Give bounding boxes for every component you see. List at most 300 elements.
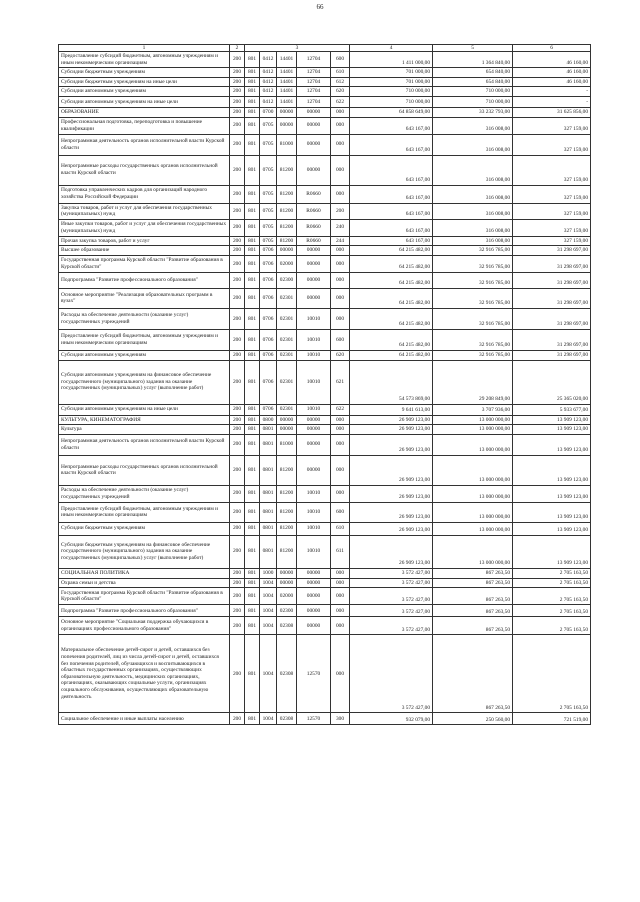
code-cell: 801 bbox=[245, 246, 260, 256]
amount-col5-cell: 867 263,50 bbox=[433, 588, 513, 605]
amount-total-cell: 26 909 123,00 bbox=[350, 455, 433, 485]
table-row bbox=[59, 455, 591, 485]
amount-col5-cell: 316 008,00 bbox=[433, 236, 513, 246]
expense-code-cell: 12704 bbox=[297, 68, 331, 78]
column-number-cell: 3 bbox=[245, 45, 350, 52]
amount-col5-cell: 13 000 000,00 bbox=[433, 434, 513, 455]
amount-col6-cell: 13 909 123,00 bbox=[513, 434, 591, 455]
type-code-cell: 600 bbox=[331, 502, 350, 522]
program-code-cell: 02301 bbox=[277, 350, 297, 360]
amount-col5-cell: 316 008,00 bbox=[433, 219, 513, 236]
section-code-cell: 0705 bbox=[260, 155, 277, 185]
amount-col6-cell: 13 909 123,00 bbox=[513, 415, 591, 425]
amount-total-cell: 64 215 482,00 bbox=[350, 350, 433, 360]
amount-col6-cell: 327 159,00 bbox=[513, 236, 591, 246]
program-code-cell: 81200 bbox=[277, 485, 297, 502]
code-cell: 801 bbox=[245, 87, 260, 97]
code-cell: 801 bbox=[245, 288, 260, 308]
type-code-cell: 610 bbox=[331, 68, 350, 78]
program-code-cell: 81200 bbox=[277, 522, 297, 535]
amount-col5-cell: 13 000 000,00 bbox=[433, 535, 513, 568]
row-description: Субсидии автономным учреждениям на финансовое обеспечение государственного (муниципального) задания на оказание государственных (муниципальных) услуг (выполнение работ) bbox=[59, 360, 230, 404]
table-row bbox=[59, 535, 591, 568]
program-code-cell: 81200 bbox=[277, 219, 297, 236]
section-code-cell: 0800 bbox=[260, 415, 277, 425]
expense-code-cell: 12704 bbox=[297, 96, 331, 107]
program-code-cell: 81200 bbox=[277, 535, 297, 568]
amount-col5-cell: 250 560,00 bbox=[433, 713, 513, 725]
amount-col5-cell: 32 916 785,00 bbox=[433, 246, 513, 256]
amount-col5-cell: 13 000 000,00 bbox=[433, 502, 513, 522]
code-cell: 200 bbox=[230, 185, 245, 203]
row-description: Предоставление субсидий бюджетным, автономным учреждениям и иным некоммерческим организациям bbox=[59, 329, 230, 350]
type-code-cell: 000 bbox=[331, 434, 350, 455]
row-description: Субсидии автономным учреждениям bbox=[59, 87, 230, 97]
row-description: Субсидии автономным учреждениям на иные цели bbox=[59, 404, 230, 415]
amount-total-cell: 26 909 123,00 bbox=[350, 502, 433, 522]
program-code-cell: 02300 bbox=[277, 272, 297, 288]
type-code-cell: 000 bbox=[331, 288, 350, 308]
row-description: КУЛЬТУРА, КИНЕМАТОГРАФИЯ bbox=[59, 415, 230, 425]
amount-total-cell: 710 000,00 bbox=[350, 87, 433, 97]
amount-col5-cell: 316 008,00 bbox=[433, 185, 513, 203]
row-description: Непрограммные расходы государственных органов исполнительной власти Курской области bbox=[59, 455, 230, 485]
type-code-cell: 300 bbox=[331, 713, 350, 725]
column-number-cell: 4 bbox=[350, 45, 433, 52]
row-description: СОЦИАЛЬНАЯ ПОЛИТИКА bbox=[59, 568, 230, 578]
type-code-cell: 000 bbox=[331, 455, 350, 485]
amount-col6-cell: 46 160,00 bbox=[513, 68, 591, 78]
amount-total-cell: 26 909 123,00 bbox=[350, 425, 433, 435]
amount-col5-cell: 13 000 000,00 bbox=[433, 415, 513, 425]
amount-col6-cell: 327 159,00 bbox=[513, 155, 591, 185]
amount-col5-cell: 13 000 000,00 bbox=[433, 455, 513, 485]
row-description: Иные закупки товаров, работ и услуг для обеспечения государственных (муниципальных) нужд bbox=[59, 219, 230, 236]
code-cell: 200 bbox=[230, 455, 245, 485]
code-cell: 200 bbox=[230, 68, 245, 78]
section-code-cell: 1004 bbox=[260, 605, 277, 617]
type-code-cell: 000 bbox=[331, 588, 350, 605]
amount-total-cell: 710 000,00 bbox=[350, 96, 433, 107]
amount-total-cell: 1 411 000,00 bbox=[350, 52, 433, 68]
section-code-cell: 0801 bbox=[260, 434, 277, 455]
amount-col6-cell: 2 705 163,50 bbox=[513, 617, 591, 635]
type-code-cell: 621 bbox=[331, 360, 350, 404]
row-description: Высшее образование bbox=[59, 246, 230, 256]
table-row bbox=[59, 578, 591, 588]
program-code-cell: 00000 bbox=[277, 415, 297, 425]
table-row bbox=[59, 236, 591, 246]
program-code-cell: 02301 bbox=[277, 360, 297, 404]
code-cell: 801 bbox=[245, 134, 260, 155]
amount-col5-cell: 316 008,00 bbox=[433, 134, 513, 155]
code-cell: 200 bbox=[230, 107, 245, 117]
amount-total-cell: 64 215 482,00 bbox=[350, 329, 433, 350]
section-code-cell: 0706 bbox=[260, 255, 277, 272]
amount-col5-cell: 29 208 849,00 bbox=[433, 360, 513, 404]
section-code-cell: 0705 bbox=[260, 134, 277, 155]
expense-code-cell: 00000 bbox=[297, 134, 331, 155]
code-cell: 200 bbox=[230, 713, 245, 725]
row-description: Непрограммные расходы государственных органов исполнительной власти Курской области bbox=[59, 155, 230, 185]
program-code-cell: 00000 bbox=[277, 117, 297, 134]
amount-total-cell: 26 909 123,00 bbox=[350, 522, 433, 535]
amount-col6-cell: 31 298 697,00 bbox=[513, 288, 591, 308]
type-code-cell: 000 bbox=[331, 155, 350, 185]
program-code-cell: 14401 bbox=[277, 77, 297, 87]
budget-table bbox=[58, 44, 591, 725]
expense-code-cell: 00000 bbox=[297, 605, 331, 617]
program-code-cell: 14401 bbox=[277, 96, 297, 107]
amount-total-cell: 26 909 123,00 bbox=[350, 485, 433, 502]
expense-code-cell: 12704 bbox=[297, 77, 331, 87]
section-code-cell: 0706 bbox=[260, 404, 277, 415]
amount-col5-cell: 3 707 936,00 bbox=[433, 404, 513, 415]
expense-code-cell: 00000 bbox=[297, 255, 331, 272]
expense-code-cell: R0660 bbox=[297, 185, 331, 203]
column-number-cell: 2 bbox=[230, 45, 245, 52]
row-description: Субсидии бюджетным учреждениям bbox=[59, 68, 230, 78]
section-code-cell: 0801 bbox=[260, 425, 277, 435]
amount-total-cell: 932 079,00 bbox=[350, 713, 433, 725]
row-description: Субсидии автономным учреждениям на иные цели bbox=[59, 96, 230, 107]
amount-col6-cell: 31 625 856,00 bbox=[513, 107, 591, 117]
column-number-cell: 6 bbox=[513, 45, 591, 52]
amount-col6-cell: 2 705 163,50 bbox=[513, 568, 591, 578]
section-code-cell: 0706 bbox=[260, 246, 277, 256]
type-code-cell: 000 bbox=[331, 255, 350, 272]
code-cell: 801 bbox=[245, 568, 260, 578]
program-code-cell: 81200 bbox=[277, 185, 297, 203]
type-code-cell: 600 bbox=[331, 329, 350, 350]
amount-col6-cell: 31 298 697,00 bbox=[513, 350, 591, 360]
amount-total-cell: 64 858 649,00 bbox=[350, 107, 433, 117]
amount-col5-cell: 32 916 785,00 bbox=[433, 329, 513, 350]
row-description: Субсидии бюджетным учреждениям bbox=[59, 522, 230, 535]
code-cell: 801 bbox=[245, 107, 260, 117]
expense-code-cell: 00000 bbox=[297, 425, 331, 435]
amount-total-cell: 9 641 613,00 bbox=[350, 404, 433, 415]
section-code-cell: 1000 bbox=[260, 568, 277, 578]
type-code-cell: 000 bbox=[331, 617, 350, 635]
table-row bbox=[59, 308, 591, 329]
table-row bbox=[59, 568, 591, 578]
amount-col6-cell: 13 909 123,00 bbox=[513, 425, 591, 435]
section-code-cell: 0705 bbox=[260, 117, 277, 134]
table-row bbox=[59, 134, 591, 155]
table-row bbox=[59, 52, 591, 68]
section-code-cell: 0706 bbox=[260, 329, 277, 350]
amount-col6-cell: - bbox=[513, 87, 591, 97]
expense-code-cell: 10010 bbox=[297, 329, 331, 350]
amount-total-cell: 26 909 123,00 bbox=[350, 535, 433, 568]
table-row bbox=[59, 272, 591, 288]
table-row bbox=[59, 329, 591, 350]
table-row bbox=[59, 360, 591, 404]
type-code-cell: 620 bbox=[331, 350, 350, 360]
table-row bbox=[59, 350, 591, 360]
code-cell: 801 bbox=[245, 713, 260, 725]
row-description: Предоставление субсидий бюджетным, автономным учреждениям и иным некоммерческим организациям bbox=[59, 502, 230, 522]
amount-col6-cell: 327 159,00 bbox=[513, 134, 591, 155]
column-number-cell: 5 bbox=[433, 45, 513, 52]
row-description: ОБРАЗОВАНИЕ bbox=[59, 107, 230, 117]
expense-code-cell: 12704 bbox=[297, 87, 331, 97]
section-code-cell: 0801 bbox=[260, 522, 277, 535]
table-row bbox=[59, 415, 591, 425]
row-description: Профессиональная подготовка, переподготовка и повышение квалификации bbox=[59, 117, 230, 134]
code-cell: 200 bbox=[230, 52, 245, 68]
table-row bbox=[59, 203, 591, 219]
section-code-cell: 1004 bbox=[260, 617, 277, 635]
table-row bbox=[59, 246, 591, 256]
type-code-cell: 622 bbox=[331, 96, 350, 107]
expense-code-cell: 10010 bbox=[297, 522, 331, 535]
table-row bbox=[59, 635, 591, 713]
section-code-cell: 1004 bbox=[260, 635, 277, 713]
code-cell: 801 bbox=[245, 404, 260, 415]
program-code-cell: 00000 bbox=[277, 568, 297, 578]
amount-col5-cell: 654 840,00 bbox=[433, 68, 513, 78]
code-cell: 200 bbox=[230, 635, 245, 713]
table-row bbox=[59, 617, 591, 635]
expense-code-cell: 00000 bbox=[297, 272, 331, 288]
amount-total-cell: 64 215 482,00 bbox=[350, 288, 433, 308]
code-cell: 200 bbox=[230, 415, 245, 425]
section-code-cell: 0412 bbox=[260, 68, 277, 78]
amount-col6-cell: 13 909 123,00 bbox=[513, 455, 591, 485]
amount-col5-cell: 316 008,00 bbox=[433, 117, 513, 134]
expense-code-cell: R0660 bbox=[297, 203, 331, 219]
type-code-cell: 000 bbox=[331, 415, 350, 425]
code-cell: 200 bbox=[230, 360, 245, 404]
amount-total-cell: 3 572 427,00 bbox=[350, 578, 433, 588]
amount-total-cell: 643 167,00 bbox=[350, 219, 433, 236]
expense-code-cell: 00000 bbox=[297, 246, 331, 256]
section-code-cell: 1004 bbox=[260, 578, 277, 588]
amount-col5-cell: 32 916 785,00 bbox=[433, 350, 513, 360]
table-row bbox=[59, 404, 591, 415]
amount-col5-cell: 33 232 793,00 bbox=[433, 107, 513, 117]
expense-code-cell: 10010 bbox=[297, 350, 331, 360]
amount-total-cell: 643 167,00 bbox=[350, 155, 433, 185]
type-code-cell: 611 bbox=[331, 535, 350, 568]
type-code-cell: 612 bbox=[331, 77, 350, 87]
type-code-cell: 000 bbox=[331, 185, 350, 203]
section-code-cell: 0706 bbox=[260, 350, 277, 360]
type-code-cell: 000 bbox=[331, 117, 350, 134]
code-cell: 801 bbox=[245, 502, 260, 522]
expense-code-cell: 12570 bbox=[297, 635, 331, 713]
table-row bbox=[59, 485, 591, 502]
code-cell: 200 bbox=[230, 155, 245, 185]
code-cell: 200 bbox=[230, 605, 245, 617]
amount-col5-cell: 710 000,00 bbox=[433, 96, 513, 107]
amount-col6-cell: 25 365 020,00 bbox=[513, 360, 591, 404]
amount-col5-cell: 316 008,00 bbox=[433, 203, 513, 219]
program-code-cell: 00000 bbox=[277, 107, 297, 117]
amount-col6-cell: 13 909 123,00 bbox=[513, 485, 591, 502]
section-code-cell: 0705 bbox=[260, 203, 277, 219]
table-row bbox=[59, 155, 591, 185]
expense-code-cell: 10010 bbox=[297, 360, 331, 404]
code-cell: 200 bbox=[230, 134, 245, 155]
amount-total-cell: 54 573 869,00 bbox=[350, 360, 433, 404]
column-number-cell: 1 bbox=[59, 45, 230, 52]
amount-col6-cell: 46 160,00 bbox=[513, 52, 591, 68]
type-code-cell: 000 bbox=[331, 134, 350, 155]
code-cell: 801 bbox=[245, 455, 260, 485]
code-cell: 801 bbox=[245, 535, 260, 568]
section-code-cell: 0412 bbox=[260, 96, 277, 107]
code-cell: 801 bbox=[245, 588, 260, 605]
code-cell: 801 bbox=[245, 117, 260, 134]
row-description: Субсидии бюджетным учреждениям на иные цели bbox=[59, 77, 230, 87]
program-code-cell: 81200 bbox=[277, 203, 297, 219]
row-description: Основное мероприятие "Социальная поддержка обучающихся в организациях профессионального образования" bbox=[59, 617, 230, 635]
code-cell: 801 bbox=[245, 77, 260, 87]
code-cell: 200 bbox=[230, 617, 245, 635]
program-code-cell: 81200 bbox=[277, 155, 297, 185]
amount-col5-cell: 32 916 785,00 bbox=[433, 255, 513, 272]
amount-col6-cell: 31 298 697,00 bbox=[513, 329, 591, 350]
amount-total-cell: 3 572 427,00 bbox=[350, 588, 433, 605]
amount-total-cell: 26 909 123,00 bbox=[350, 434, 433, 455]
program-code-cell: 81200 bbox=[277, 502, 297, 522]
type-code-cell: 600 bbox=[331, 52, 350, 68]
expense-code-cell: 00000 bbox=[297, 588, 331, 605]
program-code-cell: 81000 bbox=[277, 434, 297, 455]
expense-code-cell: 00000 bbox=[297, 434, 331, 455]
expense-code-cell: 12570 bbox=[297, 713, 331, 725]
code-cell: 801 bbox=[245, 52, 260, 68]
amount-col6-cell: 13 909 123,00 bbox=[513, 535, 591, 568]
amount-col6-cell: 31 298 697,00 bbox=[513, 272, 591, 288]
amount-col6-cell: 13 909 123,00 bbox=[513, 522, 591, 535]
amount-col5-cell: 867 263,50 bbox=[433, 617, 513, 635]
amount-total-cell: 64 215 482,00 bbox=[350, 246, 433, 256]
amount-col5-cell: 1 364 840,00 bbox=[433, 52, 513, 68]
amount-col6-cell: 327 159,00 bbox=[513, 203, 591, 219]
program-code-cell: 02300 bbox=[277, 605, 297, 617]
table-row bbox=[59, 288, 591, 308]
code-cell: 200 bbox=[230, 87, 245, 97]
type-code-cell: 000 bbox=[331, 246, 350, 256]
expense-code-cell: 10010 bbox=[297, 308, 331, 329]
code-cell: 801 bbox=[245, 96, 260, 107]
amount-total-cell: 3 572 427,00 bbox=[350, 605, 433, 617]
table-row bbox=[59, 219, 591, 236]
expense-code-cell: 00000 bbox=[297, 288, 331, 308]
type-code-cell: 610 bbox=[331, 522, 350, 535]
table-row bbox=[59, 77, 591, 87]
code-cell: 200 bbox=[230, 404, 245, 415]
type-code-cell: 000 bbox=[331, 308, 350, 329]
amount-col6-cell: 5 933 677,00 bbox=[513, 404, 591, 415]
section-code-cell: 0705 bbox=[260, 236, 277, 246]
type-code-cell: 000 bbox=[331, 635, 350, 713]
type-code-cell: 620 bbox=[331, 87, 350, 97]
code-cell: 200 bbox=[230, 203, 245, 219]
table-row bbox=[59, 425, 591, 435]
code-cell: 801 bbox=[245, 236, 260, 246]
code-cell: 200 bbox=[230, 308, 245, 329]
code-cell: 200 bbox=[230, 485, 245, 502]
program-code-cell: 00000 bbox=[277, 578, 297, 588]
code-cell: 801 bbox=[245, 434, 260, 455]
amount-total-cell: 3 572 427,00 bbox=[350, 635, 433, 713]
amount-total-cell: 643 167,00 bbox=[350, 117, 433, 134]
amount-col6-cell: 327 159,00 bbox=[513, 219, 591, 236]
code-cell: 200 bbox=[230, 288, 245, 308]
type-code-cell: 240 bbox=[331, 219, 350, 236]
row-description: Расходы на обеспечение деятельности (оказание услуг) государственных учреждений bbox=[59, 308, 230, 329]
row-description: Прочая закупка товаров, работ и услуг bbox=[59, 236, 230, 246]
row-description: Подпрограмма "Развитие профессионального образования" bbox=[59, 272, 230, 288]
code-cell: 801 bbox=[245, 522, 260, 535]
row-description: Расходы на обеспечение деятельности (оказание услуг) государственных учреждений bbox=[59, 485, 230, 502]
row-description: Субсидии автономным учреждениям bbox=[59, 350, 230, 360]
amount-col6-cell: 2 705 163,50 bbox=[513, 578, 591, 588]
code-cell: 200 bbox=[230, 236, 245, 246]
amount-col6-cell: 327 159,00 bbox=[513, 117, 591, 134]
table-row bbox=[59, 502, 591, 522]
program-code-cell: 02308 bbox=[277, 617, 297, 635]
code-cell: 801 bbox=[245, 617, 260, 635]
row-description: Государственная программа Курской области "Развитие образования в Курской области" bbox=[59, 588, 230, 605]
amount-total-cell: 64 215 482,00 bbox=[350, 308, 433, 329]
row-description: Непрограммная деятельность органов исполнительной власти Курской области bbox=[59, 434, 230, 455]
amount-total-cell: 701 000,00 bbox=[350, 68, 433, 78]
amount-col6-cell: 2 705 163,50 bbox=[513, 635, 591, 713]
code-cell: 200 bbox=[230, 77, 245, 87]
table-row bbox=[59, 605, 591, 617]
code-cell: 200 bbox=[230, 350, 245, 360]
amount-total-cell: 3 572 427,00 bbox=[350, 617, 433, 635]
row-description: Подготовка управленческих кадров для организаций народного хозяйства Российской Федерации bbox=[59, 185, 230, 203]
expense-code-cell: 00000 bbox=[297, 578, 331, 588]
code-cell: 200 bbox=[230, 522, 245, 535]
expense-code-cell: R0660 bbox=[297, 219, 331, 236]
code-cell: 801 bbox=[245, 415, 260, 425]
code-cell: 801 bbox=[245, 155, 260, 185]
code-cell: 200 bbox=[230, 568, 245, 578]
amount-col5-cell: 316 008,00 bbox=[433, 155, 513, 185]
amount-total-cell: 26 909 123,00 bbox=[350, 415, 433, 425]
amount-total-cell: 64 215 482,00 bbox=[350, 255, 433, 272]
type-code-cell: 200 bbox=[331, 203, 350, 219]
type-code-cell: 000 bbox=[331, 272, 350, 288]
code-cell: 200 bbox=[230, 329, 245, 350]
expense-code-cell: 00000 bbox=[297, 117, 331, 134]
row-description: Субсидии бюджетным учреждениям на финансовое обеспечение государственного (муниципального) задания на оказание государственных (муниципальных) услуг (выполнение работ) bbox=[59, 535, 230, 568]
program-code-cell: 02301 bbox=[277, 288, 297, 308]
amount-col5-cell: 654 840,00 bbox=[433, 77, 513, 87]
section-code-cell: 0706 bbox=[260, 308, 277, 329]
table-row bbox=[59, 522, 591, 535]
code-cell: 801 bbox=[245, 308, 260, 329]
table-row bbox=[59, 255, 591, 272]
amount-col6-cell: 31 298 697,00 bbox=[513, 246, 591, 256]
section-code-cell: 0412 bbox=[260, 87, 277, 97]
section-code-cell: 1004 bbox=[260, 713, 277, 725]
amount-total-cell: 643 167,00 bbox=[350, 236, 433, 246]
amount-col5-cell: 13 000 000,00 bbox=[433, 485, 513, 502]
row-description: Социальное обеспечение и иные выплаты населению bbox=[59, 713, 230, 725]
expense-code-cell: 10010 bbox=[297, 485, 331, 502]
amount-col5-cell: 867 263,50 bbox=[433, 605, 513, 617]
code-cell: 801 bbox=[245, 329, 260, 350]
